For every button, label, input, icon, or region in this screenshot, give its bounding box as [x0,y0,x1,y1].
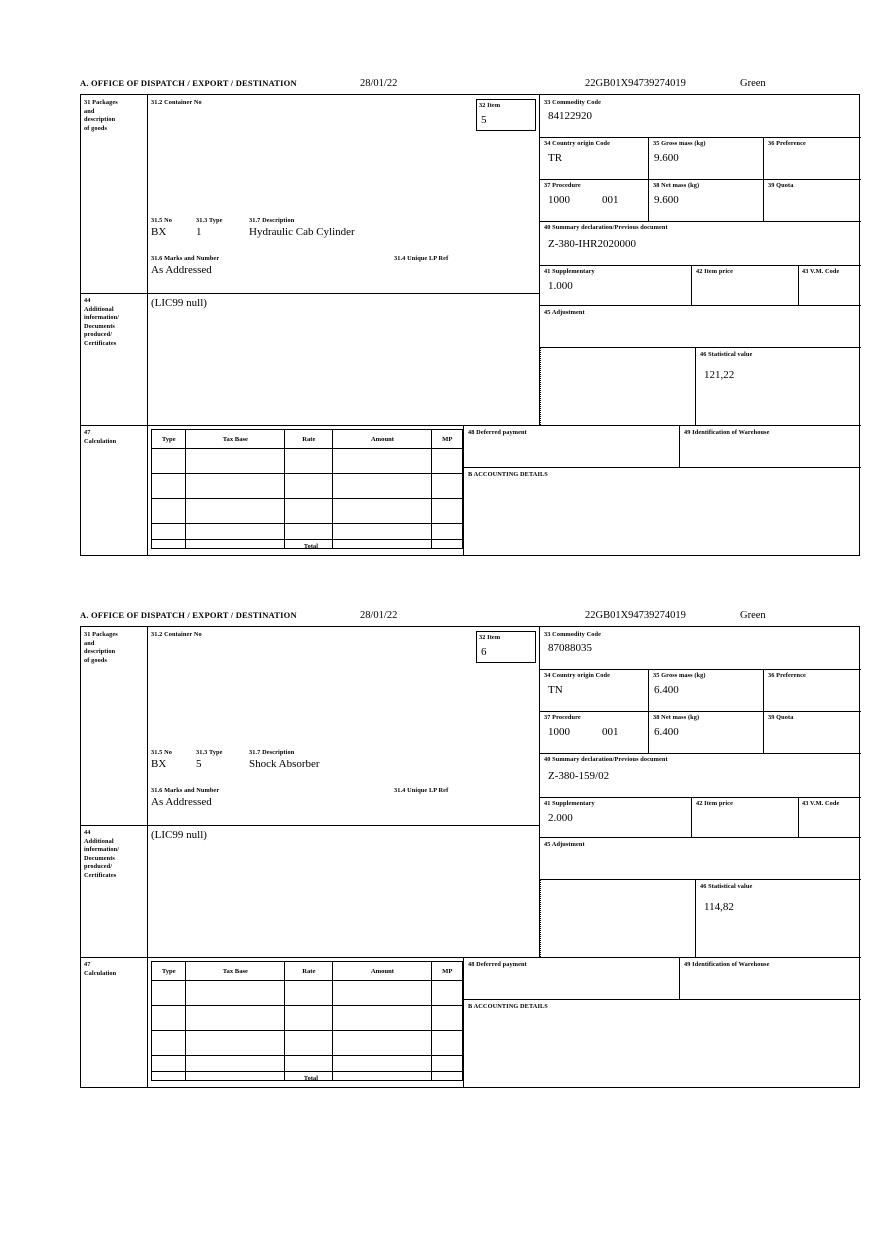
box38 [649,711,763,753]
box37-label: 37 Procedure [544,714,581,721]
box38-value: 6.400 [654,726,679,738]
declaration-box [80,94,860,556]
box46-value: 114,82 [704,901,734,913]
box46 [696,879,861,957]
box48-label: 48 Deferred payment [468,961,527,968]
header-date: 28/01/22 [360,78,398,89]
box31-type-value: 1 [196,226,202,238]
box31-container-label: 31.2 Container No [151,631,202,638]
calc-cell-mp [432,1056,463,1081]
calc-cell-mp [432,449,463,474]
box37-value-1: 1000 [548,726,570,738]
box41-label: 41 Supplementary [544,268,595,275]
box37-value-1: 1000 [548,194,570,206]
box-b-accounting-details [464,467,861,556]
calc-col-amount: Amount [333,430,432,449]
box34-label: 34 Country origin Code [544,140,611,147]
calc-cell-amount [333,1056,432,1081]
calc-col-rate: Rate [285,430,333,449]
calc-total-divider [151,539,463,540]
header-lane: Green [740,610,766,621]
box36-label: 36 Preference [768,672,806,679]
box31-no-label: 31.5 No [151,217,172,224]
box32-label: 32 Item [479,634,501,641]
calculation-table [151,961,463,1081]
calc-cell-rate [285,474,333,499]
calc-col-taxbase: Tax Base [186,962,285,981]
box41-value: 2.000 [548,812,573,824]
divider-vertical-left-2 [147,825,148,957]
box31-marks-label: 31.6 Marks and Number [151,255,220,262]
box38-value: 9.600 [654,194,679,206]
box44-value: (LIC99 null) [151,829,207,841]
table-row [152,449,463,474]
calc-col-mp: MP [432,962,463,981]
calc-cell-type [152,449,186,474]
calc-cell-amount [333,1006,432,1031]
box33-label: 33 Commodity Code [544,99,601,106]
header-lane: Green [740,78,766,89]
table-row [152,1031,463,1056]
box46-value: 121,22 [704,369,735,381]
box48-label: 48 Deferred payment [468,429,527,436]
box36 [764,137,861,179]
calc-cell-taxbase [186,499,285,524]
box42 [692,265,798,305]
calc-cell-rate [285,449,333,474]
calculation-table [151,429,463,549]
box40-label: 40 Summary declaration/Previous document [544,756,668,763]
box39-label: 39 Quota [768,182,794,189]
header-date: 28/01/22 [360,610,398,621]
box42-label: 42 Item price [696,268,733,275]
box43 [799,797,861,837]
box49 [680,425,861,467]
customs-declaration-form-2 [80,610,862,1088]
divider-vertical-left [147,627,148,825]
box33-label: 33 Commodity Code [544,631,601,638]
box35-value: 9.600 [654,152,679,164]
box40-value: Z-380-IHR2020000 [548,238,636,250]
box34-value: TR [548,152,563,164]
box31-label: 31 Packages and description of goods [84,631,118,664]
calc-cell-rate [285,499,333,524]
calc-cell-type [152,1031,186,1056]
box41-value: 1.000 [548,280,573,292]
header-mrn: 22GB01X94739274019 [585,78,686,89]
calc-cell-taxbase [186,524,285,549]
box33-value: 84122920 [548,110,592,122]
calc-cell-mp [432,1006,463,1031]
box34 [540,669,648,711]
divider-h-44 [81,293,540,294]
calc-cell-taxbase [186,449,285,474]
calc-cell-amount [333,524,432,549]
calc-cell-type [152,474,186,499]
box31-label: 31 Packages and description of goods [84,99,118,132]
box44-label: 44 Additional information/ Documents produced/ Certificates [84,297,120,347]
calc-col-type: Type [152,430,186,449]
calc-cell-taxbase [186,1006,285,1031]
box40 [540,221,861,265]
box31-type-label: 31.3 Type [196,217,223,224]
divider-dotted [540,347,541,425]
box46 [696,347,861,425]
box31-marks-label: 31.6 Marks and Number [151,787,220,794]
box41 [540,265,691,305]
box43-label: 43 V.M. Code [802,800,840,807]
box46-label: 46 Statistical value [700,351,753,358]
calc-cell-mp [432,981,463,1006]
box49-label: 49 Identification of Warehouse [684,961,770,968]
box32 [476,631,536,663]
box40-value: Z-380-159/02 [548,770,610,782]
box31-marks-value: As Addressed [151,796,212,808]
box47-label: 47 Calculation [84,429,117,445]
box45 [540,305,861,347]
divider-h-44 [81,825,540,826]
box31-no-value: BX [151,758,167,770]
box35-label: 35 Gross mass (kg) [653,672,706,679]
box39 [764,179,861,221]
calc-cell-type [152,1006,186,1031]
divider-dotted [540,879,541,957]
calc-cell-rate [285,981,333,1006]
form-header [80,78,862,94]
calc-cell-amount [333,449,432,474]
calculation-table-header-row [152,430,463,449]
box37-label: 37 Procedure [544,182,581,189]
box36 [764,669,861,711]
box37 [540,711,648,753]
box33 [540,627,861,669]
box37-value-2: 001 [602,194,619,206]
calc-total-label: Total [303,1075,319,1082]
box45-label: 45 Adjustment [544,841,585,848]
calc-cell-type [152,981,186,1006]
boxB-label: B ACCOUNTING DETAILS [468,1003,548,1010]
divider-vertical-left-3 [147,957,148,1088]
box33 [540,95,861,137]
box-b-accounting-details [464,999,861,1088]
box31-description-value: Shock Absorber [249,758,320,770]
declaration-box [80,626,860,1088]
calc-col-type: Type [152,962,186,981]
calc-cell-taxbase [186,1056,285,1081]
box31-lrp-label: 31.4 Unique LP Ref [394,787,449,794]
calc-cell-mp [432,499,463,524]
box34-value: TN [548,684,563,696]
box35-value: 6.400 [654,684,679,696]
box47-label: 47 Calculation [84,961,117,977]
box31-type-value: 5 [196,758,202,770]
box31-type-label: 31.3 Type [196,749,223,756]
box31-no-value: BX [151,226,167,238]
box43-label: 43 V.M. Code [802,268,840,275]
calc-cell-amount [333,981,432,1006]
box41 [540,797,691,837]
box34 [540,137,648,179]
calc-cell-mp [432,524,463,549]
box45 [540,837,861,879]
table-row [152,499,463,524]
box37 [540,179,648,221]
calc-cell-type [152,1056,186,1081]
box44-value: (LIC99 null) [151,297,207,309]
box46-label: 46 Statistical value [700,883,753,890]
box32 [476,99,536,131]
header-mrn: 22GB01X94739274019 [585,610,686,621]
box33-value: 87088035 [548,642,592,654]
calc-col-mp: MP [432,430,463,449]
table-row [152,1006,463,1031]
box35 [649,669,763,711]
table-row [152,981,463,1006]
box45-label: 45 Adjustment [544,309,585,316]
box32-value: 6 [481,646,487,658]
box42-label: 42 Item price [696,800,733,807]
divider-vertical-left-2 [147,293,148,425]
box32-label: 32 Item [479,102,501,109]
box38-label: 38 Net mass (kg) [653,182,700,189]
calculation-table-header-row [152,962,463,981]
box43 [799,265,861,305]
calc-cell-rate [285,1006,333,1031]
box31-lrp-label: 31.4 Unique LP Ref [394,255,449,262]
box38 [649,179,763,221]
calc-cell-type [152,499,186,524]
calc-cell-taxbase [186,1031,285,1056]
calc-cell-amount [333,499,432,524]
calc-cell-mp [432,474,463,499]
box35-label: 35 Gross mass (kg) [653,140,706,147]
boxB-label: B ACCOUNTING DETAILS [468,471,548,478]
calc-col-rate: Rate [285,962,333,981]
calc-total-divider [151,1071,463,1072]
box31-container-label: 31.2 Container No [151,99,202,106]
box34-label: 34 Country origin Code [544,672,611,679]
box48 [464,425,679,467]
box44-label: 44 Additional information/ Documents produced/ Certificates [84,829,120,879]
calc-cell-rate [285,1031,333,1056]
calc-total-label: Total [303,543,319,550]
calc-col-amount: Amount [333,962,432,981]
box40-label: 40 Summary declaration/Previous document [544,224,668,231]
box49-label: 49 Identification of Warehouse [684,429,770,436]
office-of-dispatch-label: A. OFFICE OF DISPATCH / EXPORT / DESTINATION [80,78,297,88]
office-of-dispatch-label: A. OFFICE OF DISPATCH / EXPORT / DESTINATION [80,610,297,620]
box31-description-label: 31.7 Description [249,749,295,756]
box48 [464,957,679,999]
box32-value: 5 [481,114,487,126]
divider-vertical-left [147,95,148,293]
box39 [764,711,861,753]
box31-description-label: 31.7 Description [249,217,295,224]
calc-cell-amount [333,474,432,499]
calc-cell-type [152,524,186,549]
calc-cell-amount [333,1031,432,1056]
calc-cell-taxbase [186,981,285,1006]
box36-label: 36 Preference [768,140,806,147]
box41-label: 41 Supplementary [544,800,595,807]
calc-col-taxbase: Tax Base [186,430,285,449]
customs-declaration-form-1 [80,78,862,556]
calc-cell-mp [432,1031,463,1056]
box40 [540,753,861,797]
form-header [80,610,862,626]
box31-marks-value: As Addressed [151,264,212,276]
box31-description-value: Hydraulic Cab Cylinder [249,226,355,238]
box42 [692,797,798,837]
box38-label: 38 Net mass (kg) [653,714,700,721]
table-row [152,474,463,499]
calc-cell-taxbase [186,474,285,499]
divider-vertical-left-3 [147,425,148,556]
box39-label: 39 Quota [768,714,794,721]
box31-no-label: 31.5 No [151,749,172,756]
box37-value-2: 001 [602,726,619,738]
box35 [649,137,763,179]
box49 [680,957,861,999]
